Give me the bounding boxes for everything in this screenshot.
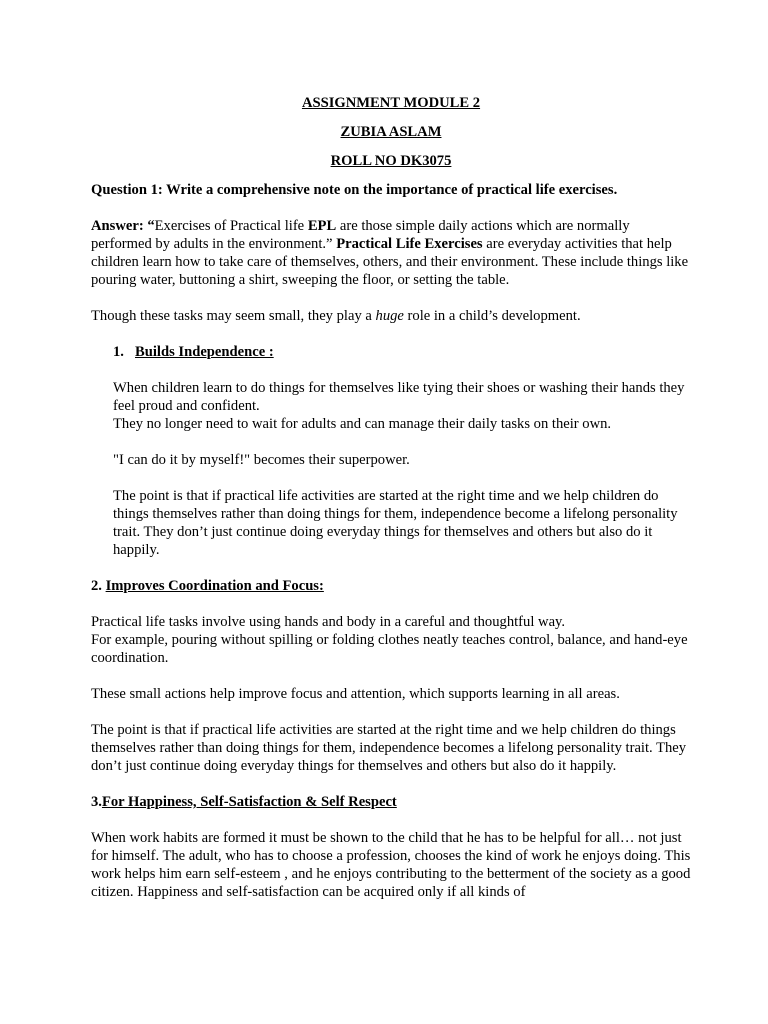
section-1-heading: 1. Builds Independence :: [113, 344, 274, 360]
section-2-paragraph-1: Practical life tasks involve using hands and body in a careful and thoughtful way. For example, pouring without spilling or folding clothes neatly teaches control, balance, and hand-eye coordination.: [91, 614, 688, 666]
answer-label: Answer: “: [91, 218, 155, 234]
section-2-heading: 2. Improves Coordination and Focus:: [91, 578, 324, 594]
answer-paragraph-1: Answer: “Exercises of Practical life EPL are those simple daily actions which are normally performed by adults in the environment.” Practical Life Exercises are everyday activities that help children learn how to take care of themselves, others, and their environment. These include things like pouring water, buttoning a shirt, sweeping the floor, or setting the table.: [91, 218, 689, 288]
assignment-title: ASSIGNMENT MODULE 2: [301, 95, 481, 111]
section-1-paragraph-3: The point is that if practical life activities are started at the right time and we help children do things themselves rather than doing things for them, independence become a lifelong personality trait. They don’t just continue doing everyday things for themselves and others but also do it happily.: [113, 488, 678, 558]
question-1: Question 1: Write a comprehensive note on the importance of practical life exercises.: [91, 182, 618, 198]
section-3-heading: 3.For Happiness, Self-Satisfaction & Self Respect: [91, 794, 397, 810]
section-1-paragraph-1: When children learn to do things for themselves like tying their shoes or washing their hands they feel proud and confident. They no longer need to wait for adults and can manage their daily tasks on their own.: [113, 380, 685, 432]
section-3-paragraph-1: When work habits are formed it must be shown to the child that he has to be helpful for all… not just for himself. The adult, who has to choose a profession, chooses the kind of work he enjoys doing. This work helps him earn self-esteem , and he enjoys contributing to the betterment of the society as a good citizen. Happiness and self-satisfaction can be acquired only if all kinds of: [91, 830, 691, 900]
student-name: ZUBIA ASLAM: [340, 124, 442, 140]
roll-number: ROLL NO DK3075: [330, 153, 452, 169]
answer-paragraph-2: Though these tasks may seem small, they play a huge role in a child’s development.: [91, 308, 581, 324]
section-2-paragraph-2: These small actions help improve focus and attention, which supports learning in all areas.: [91, 686, 620, 702]
section-1-paragraph-2: "I can do it by myself!" becomes their superpower.: [113, 452, 410, 468]
document-body: [91, 94, 691, 901]
section-2-paragraph-3: The point is that if practical life activities are started at the right time and we help children do things themselves rather than doing things for them, independence becomes a lifelong personality trait. They don’t just continue doing everyday things for themselves and others but also do it happily.: [91, 722, 687, 774]
